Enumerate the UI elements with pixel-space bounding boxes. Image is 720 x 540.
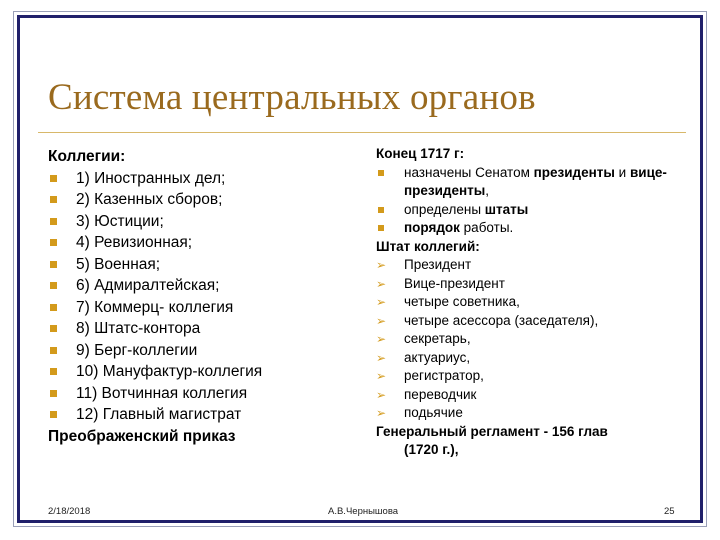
list-item: порядок работы. <box>376 219 706 238</box>
square-bullet-icon <box>50 218 57 225</box>
list-item: 8) Штатс-контора <box>48 318 348 340</box>
square-bullet-icon <box>50 390 57 397</box>
list-item: 11) Вотчинная коллегия <box>48 383 348 405</box>
list-item: определены штаты <box>376 201 706 220</box>
arrow-bullet-icon: ➢ <box>376 276 387 291</box>
staff-heading: Штат коллегий: <box>376 238 480 254</box>
footer-page-number: 25 <box>664 506 675 517</box>
title-divider <box>38 132 686 133</box>
general-regulation: Генеральный регламент - 156 глав <box>376 423 608 439</box>
list-item: 1) Иностранных дел; <box>48 168 348 190</box>
list-item: 12) Главный магистрат <box>48 404 348 426</box>
square-bullet-icon <box>50 282 57 289</box>
square-bullet-icon <box>50 196 57 203</box>
list-item: 2) Казенных сборов; <box>48 189 348 211</box>
general-regulation-year: (1720 г.), <box>404 442 459 457</box>
square-bullet-icon <box>50 347 57 354</box>
arrow-bullet-icon: ➢ <box>376 350 387 365</box>
list-item: 7) Коммерц- коллегия <box>48 297 348 319</box>
square-bullet-icon <box>50 368 57 375</box>
list-item: 5) Военная; <box>48 254 348 276</box>
collegia-list <box>48 168 348 426</box>
square-bullet-icon <box>378 225 384 231</box>
collegia-heading: Коллегии: <box>48 148 126 165</box>
arrow-bullet-icon: ➢ <box>376 387 387 402</box>
right-heading: Конец 1717 г: <box>376 146 465 161</box>
list-item: ➢ четыре советника, <box>376 293 706 312</box>
arrow-bullet-icon: ➢ <box>376 369 387 383</box>
list-item: назначены Сенатом президенты и вице-президенты, <box>376 164 706 201</box>
square-bullet-icon <box>50 261 57 268</box>
list-item: ➢ регистратор, <box>376 367 706 386</box>
arrow-bullet-icon: ➢ <box>376 406 387 420</box>
list-item: 3) Юстиции; <box>48 211 348 233</box>
square-bullet-icon <box>50 239 57 246</box>
list-item: ➢ Президент <box>376 256 706 275</box>
staff-list <box>376 256 706 423</box>
arrow-bullet-icon: ➢ <box>376 258 387 272</box>
square-bullet-icon <box>50 175 57 182</box>
left-column <box>48 146 348 447</box>
footer-date: 2/18/2018 <box>48 506 91 517</box>
reform-list <box>376 164 706 238</box>
footer-author: А.В.Чернышова <box>328 506 399 517</box>
list-item: 10) Мануфактур-коллегия <box>48 361 348 383</box>
list-item: ➢ подьячие <box>376 404 706 423</box>
arrow-bullet-icon: ➢ <box>376 332 387 346</box>
square-bullet-icon <box>50 325 57 332</box>
list-item: ➢ четыре асессора (заседателя), <box>376 312 706 331</box>
square-bullet-icon <box>378 207 384 213</box>
preobrazhensky-prikaz: Преображенский приказ <box>48 427 236 445</box>
arrow-bullet-icon: ➢ <box>376 295 387 309</box>
list-item: 6) Адмиралтейская; <box>48 275 348 297</box>
list-item: ➢ секретарь, <box>376 330 706 349</box>
list-item: ➢ Вице-президент <box>376 275 706 294</box>
arrow-bullet-icon: ➢ <box>376 313 387 328</box>
slide-title: Система центральных органов <box>48 77 536 118</box>
square-bullet-icon <box>378 170 384 176</box>
list-item: 4) Ревизионная; <box>48 232 348 254</box>
right-column <box>376 145 706 460</box>
square-bullet-icon <box>50 304 57 311</box>
list-item: 9) Берг-коллегии <box>48 340 348 362</box>
square-bullet-icon <box>50 411 57 418</box>
list-item: ➢ переводчик <box>376 386 706 405</box>
list-item: ➢ актуариус, <box>376 349 706 368</box>
